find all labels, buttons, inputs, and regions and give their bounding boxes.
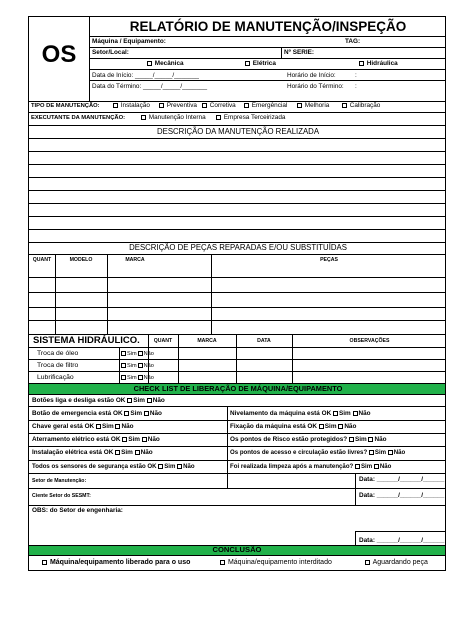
parts-col-pecas: PEÇAS bbox=[320, 257, 338, 263]
hydraulic-title: SISTEMA HIDRÁULICO. bbox=[33, 335, 140, 346]
hyd-row-oil: Troca de óleo bbox=[37, 350, 79, 357]
executor-label: EXECUTANTE DA MANUTENÇÃO: bbox=[31, 115, 126, 121]
check-left-3[interactable]: Chave geral está OK Sim Não bbox=[32, 423, 134, 430]
start-time[interactable]: Horário de Início: bbox=[287, 72, 336, 79]
checkbox-icon bbox=[244, 103, 249, 108]
checkbox-icon bbox=[353, 411, 358, 416]
form-title: RELATÓRIO DE MANUTENÇÃO/INSPEÇÃO bbox=[129, 19, 407, 34]
start-date[interactable]: Data de Início: _____/_____/_______ bbox=[92, 72, 199, 79]
mt-option-preventiva[interactable]: Preventiva bbox=[159, 102, 197, 110]
checkbox-icon bbox=[338, 424, 343, 429]
check-right-3[interactable]: Fixação da máquina está OK Sim Não bbox=[230, 423, 357, 430]
conclusion-waiting[interactable]: Aguardando peça bbox=[365, 559, 428, 567]
checkbox-icon bbox=[113, 103, 118, 108]
checkbox-icon bbox=[216, 115, 221, 120]
tag-label: TAG: bbox=[345, 38, 361, 45]
type-hidraulica[interactable]: Hidráulica bbox=[359, 60, 398, 68]
hyd-col-obs: OBSERVAÇÕES bbox=[349, 338, 390, 344]
mt-option-instalacao[interactable]: Instalação bbox=[113, 102, 150, 110]
checkbox-icon bbox=[122, 437, 127, 442]
maintenance-type-label: TIPO DE MANUTENÇÃO: bbox=[31, 103, 100, 109]
checkbox-icon bbox=[121, 375, 126, 380]
checkbox-icon bbox=[115, 450, 120, 455]
sign-maintenance-date[interactable]: Data: ______/______/______ bbox=[359, 476, 445, 483]
conclusion-title: CONCLUSÃO bbox=[212, 545, 262, 554]
checkbox-icon bbox=[177, 464, 182, 469]
checkbox-icon bbox=[121, 351, 126, 356]
checkbox-icon bbox=[245, 61, 250, 66]
mt-option-emergencial[interactable]: Emergêncial bbox=[244, 102, 287, 110]
checkbox-icon bbox=[142, 437, 147, 442]
conclusion-interdicted[interactable]: Máquina/equipamento interditado bbox=[220, 559, 332, 567]
checkbox-icon bbox=[369, 450, 374, 455]
checkbox-icon bbox=[42, 560, 47, 565]
check-left-5[interactable]: Instalação elétrica está OK Sim Não bbox=[32, 449, 153, 456]
mt-option-calibracao[interactable]: Calibração bbox=[342, 102, 380, 110]
checkbox-icon bbox=[138, 375, 143, 380]
description-title: DESCRIÇÃO DA MANUTENÇÃO REALIZADA bbox=[156, 127, 320, 136]
sign-maintenance[interactable]: Setor de Manutenção: bbox=[32, 478, 87, 484]
check-right-5[interactable]: Os pontos de acesso e circulação estão livres? Sim Não bbox=[230, 449, 406, 456]
checkbox-icon bbox=[158, 464, 163, 469]
checkbox-icon bbox=[388, 450, 393, 455]
check-right-2[interactable]: Nivelamento da máquina está OK Sim Não bbox=[230, 410, 371, 417]
check-right-6[interactable]: Foi realizada limpeza após a manutenção? Sim Não bbox=[230, 463, 392, 470]
end-date[interactable]: Data do Término: _____/_____/_______ bbox=[92, 83, 208, 90]
checkbox-icon bbox=[141, 115, 146, 120]
os-logo: OS bbox=[41, 41, 77, 68]
executor-outsourced[interactable]: Empresa Terceirizada bbox=[216, 114, 285, 122]
checkbox-icon bbox=[374, 464, 379, 469]
checkbox-icon bbox=[147, 398, 152, 403]
parts-col-modelo: MODELO bbox=[69, 257, 93, 263]
checkbox-icon bbox=[349, 437, 354, 442]
hyd-col-marca: MARCA bbox=[197, 338, 217, 344]
machine-label: Máquina / Equipamento: bbox=[92, 38, 166, 45]
check-right-4[interactable]: Os pontos de Risco estão protegidos? Sim Não bbox=[230, 436, 387, 443]
sign-sesmt[interactable]: Ciente Setor do SESMT: bbox=[32, 493, 91, 499]
checkbox-icon bbox=[202, 103, 207, 108]
checkbox-icon bbox=[144, 411, 149, 416]
hyd-row-filter: Troca de filtro bbox=[37, 362, 79, 369]
end-time[interactable]: Horário do Término: bbox=[287, 83, 344, 90]
checkbox-icon bbox=[138, 363, 143, 368]
checkbox-icon bbox=[121, 363, 126, 368]
sector-label: Setor/Local: bbox=[92, 49, 129, 56]
checkbox-icon bbox=[333, 411, 338, 416]
checkbox-icon bbox=[297, 103, 302, 108]
checkbox-icon bbox=[365, 560, 370, 565]
checkbox-icon bbox=[159, 103, 164, 108]
parts-col-marca: MARCA bbox=[125, 257, 145, 263]
type-eletrica[interactable]: Elétrica bbox=[245, 60, 276, 68]
executor-internal[interactable]: Manutenção Interna bbox=[141, 114, 206, 122]
engineering-date[interactable]: Data: ______/______/______ bbox=[359, 537, 445, 544]
checkbox-icon bbox=[138, 351, 143, 356]
type-mecanica[interactable]: Mecânica bbox=[147, 60, 184, 68]
checkbox-icon bbox=[220, 560, 225, 565]
hyd-oil-yesno[interactable]: Sim Não bbox=[121, 350, 154, 358]
checkbox-icon bbox=[342, 103, 347, 108]
checkbox-icon bbox=[368, 437, 373, 442]
serial-label: Nº SERIE: bbox=[284, 49, 315, 56]
hyd-lube-yesno[interactable]: Sim Não bbox=[121, 374, 154, 382]
checkbox-icon bbox=[115, 424, 120, 429]
maintenance-form: OS RELATÓRIO DE MANUTENÇÃO/INSPEÇÃO Máquina / Equipamento: TAG: Setor/Local: Nº SERIE: Mecânica Elétrica Hidráulica Data de Início: _____/_____/_______ Horário de Início: : Data do Término: _____/_____/_______ Horário do Término: : TIPO DE MANUTENÇÃO: Instalação Preventiva Corretiva Emergêncial Melhoria Calibração EXECUTANTE DA MANUTENÇÃO: Manutenção Interna Empresa Terceirizada DESCRIÇÃO DA MANUTENÇÃO REALIZADA DESCRIÇÃO DE PEÇAS REPARADAS E/OU SUBSTITUÍDAS QUANT MODELO MARCA PEÇAS SISTEMA HIDRÁULICO. QUANT MARCA DATA OBSERVAÇÕES Troca de óleo Sim Não Troca de filtro Sim Não Lubrificação Sim Não CHECK LIST DE LIBERAÇÃO DE MÁQUINA/EQUIPAMENTO Botões liga e desliga estão OK Sim Não Botão de emergencia está OK Sim Não Nivelamento da máquina está OK Sim Não Chave geral está OK Sim Não Fixação da máquina está OK Sim Não Aterramento elétrico está OK Sim Não Os pontos de Risco estão protegidos? Sim Não Instalação elétrica está OK Sim Não Os pontos de acesso e circulação estão livres? Sim Não Todos os sensores de segurança estão OK Sim Não Foi realizada limpeza após a manutenção? Sim Não Setor de Manutenção: Data: ______/______/______ Ciente Setor do SESMT: Data: ______/______/______ OBS: do Setor de engenharia: Data: ______/______/______ bbox=[28, 16, 446, 552]
checklist-title: CHECK LIST DE LIBERAÇÃO DE MÁQUINA/EQUIPAMENTO bbox=[133, 384, 343, 393]
check-left-1[interactable]: Botões liga e desliga estão OK Sim Não bbox=[32, 397, 165, 404]
check-left-4[interactable]: Aterramento elétrico está OK Sim Não bbox=[32, 436, 160, 443]
check-left-2[interactable]: Botão de emergencia está OK Sim Não bbox=[32, 410, 162, 417]
checkbox-icon bbox=[135, 450, 140, 455]
mt-option-corretiva[interactable]: Corretiva bbox=[202, 102, 236, 110]
sign-sesmt-date[interactable]: Data: ______/______/______ bbox=[359, 492, 445, 499]
parts-col-quant: QUANT bbox=[32, 257, 52, 263]
hyd-row-lubrication: Lubrificação bbox=[37, 374, 74, 381]
checkbox-icon bbox=[127, 398, 132, 403]
checkbox-icon bbox=[147, 61, 152, 66]
hyd-col-quant: QUANT bbox=[153, 338, 173, 344]
mt-option-melhoria[interactable]: Melhoria bbox=[297, 102, 329, 110]
engineering-obs[interactable]: OBS: do Setor de engenharia: bbox=[32, 507, 123, 514]
conclusion-released[interactable]: Máquina/equipamento liberado para o uso bbox=[42, 559, 190, 567]
hyd-filter-yesno[interactable]: Sim Não bbox=[121, 362, 154, 370]
checkbox-icon bbox=[355, 464, 360, 469]
checkbox-icon bbox=[359, 61, 364, 66]
parts-title: DESCRIÇÃO DE PEÇAS REPARADAS E/OU SUBSTITUÍDAS bbox=[129, 243, 347, 252]
checkbox-icon bbox=[96, 424, 101, 429]
machine-field[interactable] bbox=[175, 37, 325, 46]
checkbox-icon bbox=[319, 424, 324, 429]
check-left-6[interactable]: Todos os sensores de segurança estão OK Sim Não bbox=[32, 463, 195, 470]
hyd-col-data: DATA bbox=[257, 338, 271, 344]
checkbox-icon bbox=[124, 411, 129, 416]
